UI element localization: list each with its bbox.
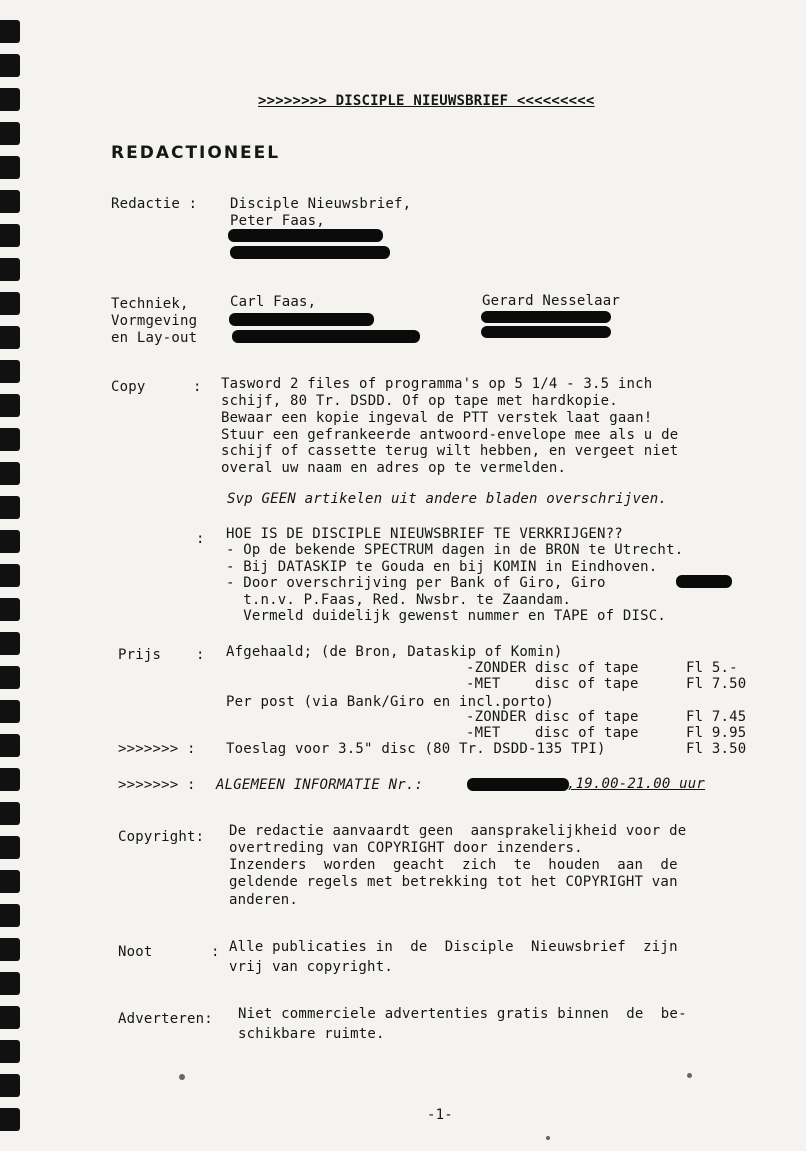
copyright-line: anderen. [229,892,299,908]
info-label: ALGEMEEN INFORMATIE Nr.: [216,777,424,793]
binding-hole [0,326,20,349]
redacted-block [229,313,374,326]
binding-hole [0,1006,20,1029]
prijs-label: Prijs [118,647,162,663]
binding-hole [0,360,20,383]
binding-hole [0,632,20,655]
binding-hole [0,190,20,213]
techniek-name: Gerard Nesselaar [482,293,621,309]
adverteren-label: Adverteren: [118,1011,213,1027]
noot-colon: : [211,944,220,960]
toeslag-price: Fl 3.50 [686,741,747,757]
redacted-block [481,311,611,323]
newsletter-title: >>>>>>>> DISCIPLE NIEUWSBRIEF <<<<<<<<< [258,93,595,109]
scan-speck [546,1136,550,1140]
copyright-line: overtreding van COPYRIGHT door inzenders. [229,840,583,856]
binding-hole [0,1108,20,1131]
copyright-line: Inzenders worden geacht zich te houden aan de [229,857,678,873]
binding-hole [0,904,20,927]
redacted-block [467,778,569,791]
prijs-colon: : [196,647,205,663]
copy-line: overal uw naam en adres op te vermelden. [221,460,567,476]
price-row-value: Fl 7.50 [686,676,747,692]
binding-hole [0,938,20,961]
binding-hole [0,258,20,281]
copy-label: Copy [111,379,146,395]
binding-hole [0,564,20,587]
techniek-label: Techniek, [111,296,189,312]
price-row-value: Fl 7.45 [686,709,747,725]
redactie-label: Redactie : [111,196,198,212]
toeslag-prefix: >>>>>>> : [118,741,196,757]
binding-hole [0,496,20,519]
copy-line: schijf, 80 Tr. DSDD. Of op tape met hardkopie. [221,393,618,409]
price-row-desc: -ZONDER disc of tape [466,660,639,676]
adverteren-line: Niet commerciele advertenties gratis binnen de be- [238,1006,687,1022]
verkrijgen-line: t.n.v. P.Faas, Red. Nwsbr. te Zaandam. [226,592,572,608]
verkrijgen-line: HOE IS DE DISCIPLE NIEUWSBRIEF TE VERKRIJGEN?? [226,526,623,542]
redacted-block [676,575,732,588]
price-row-desc: -MET disc of tape [466,725,639,741]
verkrijgen-line: - Door overschrijving per Bank of Giro, Giro [226,575,606,591]
redacted-block [232,330,420,343]
copyright-label: Copyright: [118,829,205,845]
copy-line: schijf of cassette terug wilt hebben, en vergeet niet [221,443,679,459]
binding-hole [0,88,20,111]
prijs-afgehaald: Afgehaald; (de Bron, Dataskip of Komin) [226,644,563,660]
redacted-block [230,246,390,259]
info-time: ,19.00-21.00 uur [567,776,706,792]
binding-hole [0,972,20,995]
noot-label: Noot [118,944,153,960]
binding-hole [0,530,20,553]
verkrijgen-line: - Op de bekende SPECTRUM dagen in de BRON te Utrecht. [226,542,684,558]
techniek-label: Vormgeving [111,313,198,329]
binding-hole [0,598,20,621]
binding-hole [0,1074,20,1097]
page-number: -1- [427,1107,453,1123]
section-heading: REDACTIONEEL [111,143,281,163]
binding-hole [0,428,20,451]
copyright-line: geldende regels met betrekking tot het COPYRIGHT van [229,874,678,890]
binding-hole [0,700,20,723]
verkrijgen-line: - Bij DATASKIP te Gouda en bij KOMIN in Eindhoven. [226,559,658,575]
binding-hole [0,394,20,417]
price-row-value: Fl 5.- [686,660,738,676]
binding-hole [0,122,20,145]
techniek-name: Carl Faas, [230,294,317,310]
price-row-desc: -MET disc of tape [466,676,639,692]
binding-hole [0,224,20,247]
verkrijgen-colon: : [196,531,205,547]
copy-line: Tasword 2 files of programma's op 5 1/4 - 3.5 inch [221,376,653,392]
binding-hole [0,20,20,43]
binding-hole [0,292,20,315]
toeslag-text: Toeslag voor 3.5" disc (80 Tr. DSDD-135 TPI) [226,741,606,757]
noot-line: Alle publicaties in de Disciple Nieuwsbrief zijn [229,939,678,955]
redactie-line: Disciple Nieuwsbrief, [230,196,412,212]
binding-hole [0,462,20,485]
binding-holes [0,20,20,1151]
noot-line: vrij van copyright. [229,959,393,975]
redacted-block [228,229,383,242]
copy-note: Svp GEEN artikelen uit andere bladen overschrijven. [227,491,668,507]
verkrijgen-line: Vermeld duidelijk gewenst nummer en TAPE of DISC. [226,608,667,624]
binding-hole [0,836,20,859]
redactie-line: Peter Faas, [230,213,325,229]
info-prefix: >>>>>>> : [118,777,196,793]
binding-hole [0,734,20,757]
copy-line: Bewaar een kopie ingeval de PTT verstek laat gaan! [221,410,653,426]
copy-colon: : [193,379,202,395]
copy-line: Stuur een gefrankeerde antwoord-envelope mee als u de [221,427,679,443]
binding-hole [0,666,20,689]
price-row-desc: -ZONDER disc of tape [466,709,639,725]
binding-hole [0,1040,20,1063]
redacted-block [481,326,611,338]
price-row-value: Fl 9.95 [686,725,747,741]
adverteren-line: schikbare ruimte. [238,1026,385,1042]
binding-hole [0,156,20,179]
binding-hole [0,870,20,893]
copyright-line: De redactie aanvaardt geen aansprakelijkheid voor de [229,823,687,839]
techniek-label: en Lay-out [111,330,198,346]
scan-speck [687,1073,692,1078]
prijs-perpost: Per post (via Bank/Giro en incl.porto) [226,694,554,710]
scan-speck [179,1074,185,1080]
binding-hole [0,802,20,825]
binding-hole [0,768,20,791]
binding-hole [0,54,20,77]
